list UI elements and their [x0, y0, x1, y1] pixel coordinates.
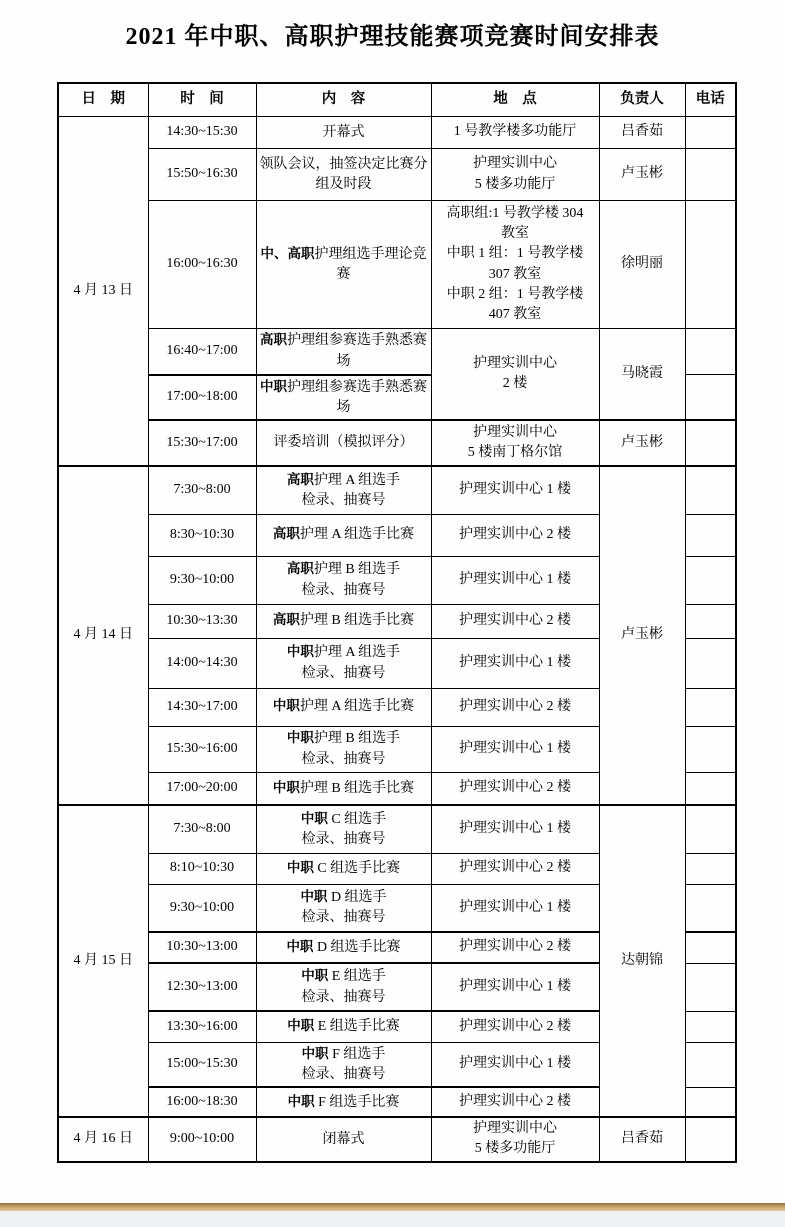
time-cell: 15:30~16:00 [148, 726, 256, 772]
content-cell [256, 688, 431, 726]
phone-cell [685, 1117, 736, 1162]
content-cell [256, 805, 431, 853]
content-line2: 检录、抽赛号 [301, 492, 386, 508]
content-cell [256, 149, 431, 201]
location-cell: 护理实训中心 2 楼 [431, 514, 599, 556]
phone-cell [685, 1011, 736, 1042]
content-text: 护理 A 组选手比赛 [299, 527, 415, 543]
content-cell [256, 1042, 431, 1087]
time-cell: 10:30~13:30 [148, 604, 256, 638]
content-text: D 组选手 [327, 890, 387, 906]
content-text: D 组选手比赛 [313, 939, 401, 955]
page-bottom-edge [0, 1203, 785, 1211]
location-cell: 护理实训中心 5 楼南丁格尔馆 [431, 420, 599, 466]
time-cell: 14:00~14:30 [148, 638, 256, 688]
time-cell: 10:30~13:00 [148, 932, 256, 963]
content-text: 护理组选手理论竞赛 [314, 246, 427, 282]
time-cell: 12:30~13:00 [148, 963, 256, 1011]
phone-cell [685, 466, 736, 514]
content-bold-prefix: 中职 [286, 938, 314, 954]
content-cell [256, 604, 431, 638]
content-text: 护理 B 组选手 [313, 731, 401, 747]
date-cell: 4 月 13 日 [58, 117, 148, 467]
table-row [58, 420, 736, 466]
content-cell [256, 514, 431, 556]
content-line2: 检录、抽赛号 [301, 989, 386, 1005]
content-cell [256, 420, 431, 466]
location-cell: 护理实训中心 1 楼 [431, 556, 599, 604]
content-text: 护理 B 组选手 [313, 562, 401, 578]
phone-cell [685, 117, 736, 149]
phone-cell [685, 375, 736, 421]
manager-cell: 达朝锦 [599, 805, 685, 1117]
page-title: 2021 年中职、高职护理技能赛项竞赛时间安排表 [125, 24, 660, 50]
schedule-table [57, 82, 737, 1163]
content-cell [256, 329, 431, 375]
header-location: 地 点 [431, 83, 599, 117]
manager-cell: 卢玉彬 [599, 420, 685, 466]
header-content: 内 容 [256, 83, 431, 117]
content-bold-prefix: 中、高职 [260, 245, 315, 261]
phone-cell [685, 853, 736, 884]
time-cell: 8:30~10:30 [148, 514, 256, 556]
content-cell [256, 556, 431, 604]
date-cell: 4 月 15 日 [58, 805, 148, 1117]
phone-cell [685, 149, 736, 201]
content-bold-prefix: 中职 [300, 810, 328, 826]
content-text: 护理组参赛选手熟悉赛场 [287, 333, 427, 369]
time-cell: 7:30~8:00 [148, 805, 256, 853]
content-cell [256, 466, 431, 514]
location-cell: 护理实训中心 5 楼多功能厅 [431, 149, 599, 201]
phone-cell [685, 726, 736, 772]
content-text: E 组选手比赛 [314, 1019, 400, 1035]
manager-cell: 徐明丽 [599, 201, 685, 329]
content-cell [256, 726, 431, 772]
content-cell [256, 853, 431, 884]
content-text: 领队会议，抽签决定比赛分组及时段 [259, 156, 428, 192]
viewer-background [0, 1211, 785, 1227]
content-bold-prefix: 中职 [286, 644, 314, 660]
date-cell: 4 月 16 日 [58, 1117, 148, 1162]
time-cell: 15:50~16:30 [148, 149, 256, 201]
header-row [58, 83, 736, 117]
phone-cell [685, 932, 736, 963]
time-cell: 17:00~18:00 [148, 375, 256, 421]
content-cell [256, 884, 431, 932]
content-text: E 组选手 [328, 969, 386, 985]
phone-cell [685, 963, 736, 1011]
content-bold-prefix: 高职 [272, 526, 300, 542]
content-text: 护理组参赛选手熟悉赛场 [287, 379, 427, 415]
header-manager: 负责人 [599, 83, 685, 117]
content-bold-prefix: 中职 [287, 1093, 315, 1109]
content-bold-prefix: 中职 [287, 1018, 315, 1034]
content-text: 护理 A 组选手 [313, 645, 401, 661]
time-cell: 9:30~10:00 [148, 556, 256, 604]
time-cell: 16:00~18:30 [148, 1087, 256, 1117]
header-phone: 电话 [685, 83, 736, 117]
content-cell [256, 963, 431, 1011]
content-bold-prefix: 中职 [301, 968, 329, 984]
content-bold-prefix: 高职 [272, 612, 300, 628]
content-cell [256, 1117, 431, 1162]
content-bold-prefix: 中职 [300, 889, 328, 905]
time-cell: 8:10~10:30 [148, 853, 256, 884]
phone-cell [685, 329, 736, 375]
table-row [58, 117, 736, 149]
content-cell [256, 201, 431, 329]
phone-cell [685, 420, 736, 466]
table-row [58, 149, 736, 201]
content-line2: 检录、抽赛号 [301, 665, 386, 681]
time-cell: 15:00~15:30 [148, 1042, 256, 1087]
table-row [58, 466, 736, 514]
content-text: C 组选手比赛 [313, 860, 401, 876]
table-row [58, 1117, 736, 1162]
time-cell: 7:30~8:00 [148, 466, 256, 514]
header-date: 日 期 [58, 83, 148, 117]
content-line2: 检录、抽赛号 [301, 582, 386, 598]
content-bold-prefix: 中职 [260, 378, 287, 394]
content-text: F 组选手 [328, 1046, 386, 1062]
phone-cell [685, 688, 736, 726]
content-text: F 组选手比赛 [314, 1094, 400, 1110]
phone-cell [685, 805, 736, 853]
content-text: 开幕式 [322, 124, 365, 140]
content-cell [256, 932, 431, 963]
table-row [58, 329, 736, 375]
content-line2: 检录、抽赛号 [301, 910, 386, 926]
table-row [58, 805, 736, 853]
content-cell [256, 117, 431, 149]
location-cell: 护理实训中心 2 楼 [431, 772, 599, 805]
date-cell: 4 月 14 日 [58, 466, 148, 805]
content-cell [256, 1087, 431, 1117]
location-cell: 护理实训中心 1 楼 [431, 805, 599, 853]
time-cell: 16:40~17:00 [148, 329, 256, 375]
phone-cell [685, 556, 736, 604]
location-cell: 护理实训中心 1 楼 [431, 466, 599, 514]
content-bold-prefix: 中职 [301, 1045, 329, 1061]
time-cell: 14:30~15:30 [148, 117, 256, 149]
content-cell [256, 375, 431, 421]
time-cell: 9:30~10:00 [148, 884, 256, 932]
content-text: 护理 B 组选手比赛 [299, 780, 415, 796]
content-bold-prefix: 中职 [272, 779, 300, 795]
location-cell: 护理实训中心 2 楼 [431, 688, 599, 726]
content-line2: 检录、抽赛号 [301, 751, 386, 767]
location-cell: 护理实训中心 1 楼 [431, 963, 599, 1011]
content-cell [256, 1011, 431, 1042]
location-cell: 1 号教学楼多功能厅 [431, 117, 599, 149]
phone-cell [685, 772, 736, 805]
location-cell: 护理实训中心 1 楼 [431, 726, 599, 772]
content-line2: 检录、抽赛号 [301, 831, 386, 847]
time-cell: 15:30~17:00 [148, 420, 256, 466]
manager-cell: 吕香茹 [599, 1117, 685, 1162]
content-bold-prefix: 中职 [272, 698, 300, 714]
header-time: 时 间 [148, 83, 256, 117]
location-cell: 护理实训中心 5 楼多功能厅 [431, 1117, 599, 1162]
location-cell: 高职组:1 号教学楼 304 教室 中职 1 组：1 号教学楼 307 教室 中职 2 组：1 号教学楼 407 教室 [431, 201, 599, 329]
content-bold-prefix: 高职 [286, 471, 314, 487]
phone-cell [685, 201, 736, 329]
table-row [58, 201, 736, 329]
content-text: 护理 A 组选手 [313, 472, 401, 488]
location-cell: 护理实训中心 2 楼 [431, 1087, 599, 1117]
location-cell: 护理实训中心 2 楼 [431, 329, 599, 421]
location-cell: 护理实训中心 2 楼 [431, 853, 599, 884]
manager-cell: 卢玉彬 [599, 149, 685, 201]
content-text: C 组选手 [327, 811, 387, 827]
location-cell: 护理实训中心 2 楼 [431, 932, 599, 963]
location-cell: 护理实训中心 2 楼 [431, 604, 599, 638]
content-text: 护理 B 组选手比赛 [299, 613, 415, 629]
phone-cell [685, 638, 736, 688]
phone-cell [685, 604, 736, 638]
phone-cell [685, 1087, 736, 1117]
time-cell: 16:00~16:30 [148, 201, 256, 329]
content-bold-prefix: 中职 [286, 859, 314, 875]
phone-cell [685, 884, 736, 932]
manager-cell: 吕香茹 [599, 117, 685, 149]
time-cell: 9:00~10:00 [148, 1117, 256, 1162]
manager-cell: 马晓霞 [599, 329, 685, 421]
location-cell: 护理实训中心 1 楼 [431, 884, 599, 932]
phone-cell [685, 1042, 736, 1087]
content-text: 评委培训（模拟评分） [273, 435, 414, 451]
content-cell [256, 772, 431, 805]
content-bold-prefix: 高职 [260, 332, 287, 348]
location-cell: 护理实训中心 1 楼 [431, 1042, 599, 1087]
content-bold-prefix: 中职 [286, 730, 314, 746]
time-cell: 14:30~17:00 [148, 688, 256, 726]
time-cell: 13:30~16:00 [148, 1011, 256, 1042]
content-cell [256, 638, 431, 688]
location-cell: 护理实训中心 1 楼 [431, 638, 599, 688]
content-text: 闭幕式 [322, 1131, 365, 1147]
location-cell: 护理实训中心 2 楼 [431, 1011, 599, 1042]
content-text: 护理 A 组选手比赛 [299, 699, 415, 715]
time-cell: 17:00~20:00 [148, 772, 256, 805]
content-bold-prefix: 高职 [286, 561, 314, 577]
manager-cell: 卢玉彬 [599, 466, 685, 805]
phone-cell [685, 514, 736, 556]
content-line2: 检录、抽赛号 [301, 1066, 386, 1082]
